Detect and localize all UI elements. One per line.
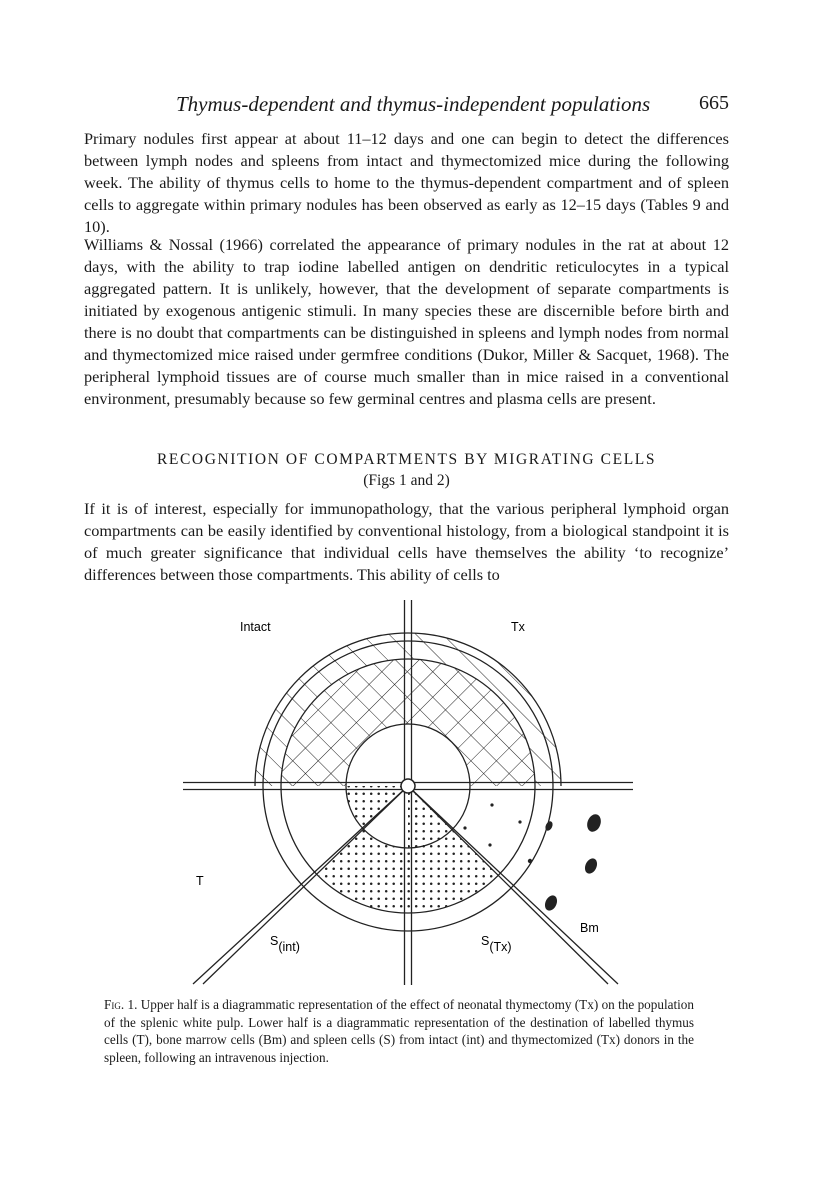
label-t: T (196, 874, 204, 888)
paragraph-2: Williams & Nossal (1966) correlated the appearance of primary nodules in the rat at about 12 days, with the ability to trap iodine labelled antigen on dendritic reticulocytes in a typical aggregated pattern. It is unlikely, however, that the development of separate compartments is initiated by exogenous antigenic stimuli. In many species these are discernible before birth and there is no doubt that compartments can be distinguished in spleens and lymph nodes from normal and thymectomized mice raised under germfree conditions (Dukor, Miller & Sacquet, 1968). The peripheral lymphoid tissues are of course much smaller than in mice raised in a conventional environment, presumably because so few germinal centres and plasma cells are present. (84, 235, 729, 408)
paragraph-1: Primary nodules first appear at about 11–12 days and one can begin to detect the differences between lymph nodes and spleens from intact and thymectomized mice during the following week. The ability of thymus cells to home to the thymus-dependent compartment and of spleen cells to aggregate within primary nodules has been observed as early as 12–15 days (Tables 9 and 10). (84, 129, 729, 236)
label-bm: Bm (580, 921, 599, 935)
section-subheading: (Figs 1 and 2) (363, 472, 450, 489)
center-node (401, 779, 415, 793)
section-heading: RECOGNITION OF COMPARTMENTS BY MIGRATING CELLS (156, 451, 657, 468)
sector-spleen-tx-dotted (408, 786, 497, 913)
figure-1 (0, 595, 816, 990)
label-s-tx: S(Tx) (481, 934, 512, 954)
figure-caption-text: Upper half is a diagrammatic representation of the effect of neonatal thymectomy (Tx) on the population of the splenic white pulp. Lower half is a diagrammatic representation of the destination of labelled thymus cells (T), bone marrow cells (Bm) and spleen cells (S) from intact (int) and thymectomized (Tx) donors in the spleen, following an intravenous injection. (104, 997, 694, 1065)
figure-caption (104, 996, 694, 1066)
paragraph-3: If it is of interest, especially for immunopathology, that the various peripheral lymphoid organ compartments can be easily identified by conventional histology, from a biological standpoint it is of much greater significance that individual cells have themselves the ability ‘to recognize’ differences between those compartments. This ability of cells to (84, 499, 729, 584)
label-s-int: S(int) (270, 934, 300, 954)
running-header (84, 92, 729, 122)
figure-caption-label: Fig. 1. (104, 997, 138, 1012)
spleen-compartment-diagram (0, 595, 816, 990)
running-title: Thymus-dependent and thymus-independent populations (176, 92, 651, 116)
label-intact: Intact (240, 620, 271, 634)
label-tx: Tx (511, 620, 525, 634)
page-number: 665 (699, 92, 729, 114)
sector-spleen-int-dotted (319, 786, 408, 913)
